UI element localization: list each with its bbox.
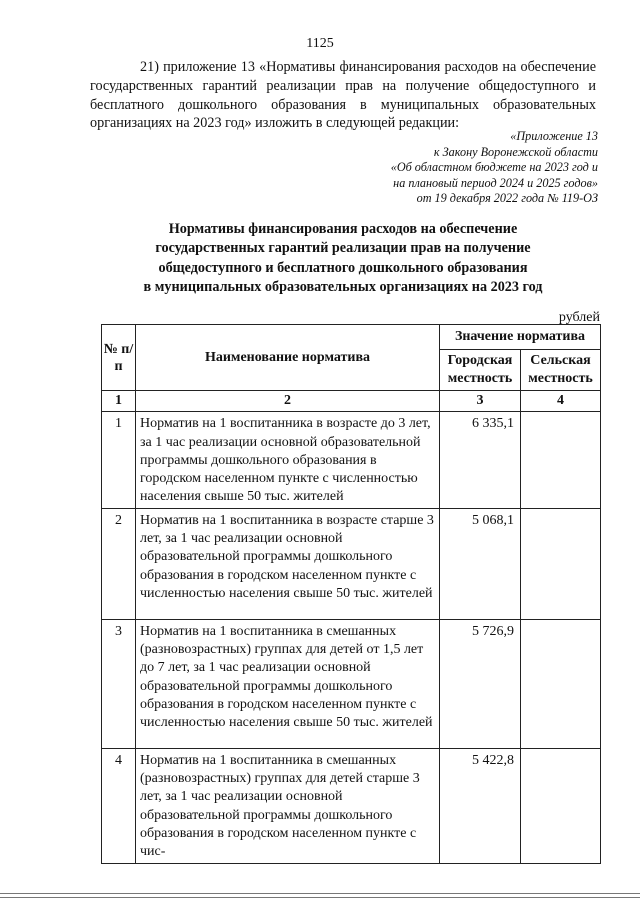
footer-rule bbox=[0, 897, 640, 898]
table-row bbox=[102, 619, 601, 748]
header-name: Наименование норматива bbox=[136, 325, 440, 391]
row-number: 3 bbox=[102, 619, 136, 748]
title-line: в муниципальных образовательных организациях на 2023 год bbox=[143, 279, 543, 296]
footer-rule bbox=[0, 893, 640, 894]
norm-name: Норматив на 1 воспитанника в смешанных (разновозрастных) группах для детей от 1,5 лет до 7 лет, за 1 час реализации основной образовательной программы дошкольного образования в городском населенном пункте с численностью населения свыше 50 тыс. жителей bbox=[136, 619, 440, 748]
table-row bbox=[102, 508, 601, 619]
rural-value bbox=[521, 748, 601, 863]
row-number: 4 bbox=[102, 748, 136, 863]
header-number: № п/п bbox=[102, 325, 136, 391]
row-number: 1 bbox=[102, 412, 136, 508]
column-index: 4 bbox=[521, 391, 601, 412]
appendix-ref-line: от 19 декабря 2022 года № 119-ОЗ bbox=[416, 191, 598, 206]
column-index-row bbox=[102, 391, 601, 412]
norm-name: Норматив на 1 воспитанника в возрасте старше 3 лет, за 1 час реализации основной образовательной программы дошкольного образования в городском населенном пункте с численностью населения свыше 50 тыс. жителей bbox=[136, 508, 440, 619]
rural-value bbox=[521, 412, 601, 508]
title-line: общедоступного и бесплатного дошкольного образования bbox=[158, 259, 528, 276]
title-line: государственных гарантий реализации прав на получение bbox=[155, 240, 531, 257]
urban-value: 6 335,1 bbox=[440, 412, 521, 508]
urban-value: 5 068,1 bbox=[440, 508, 521, 619]
document-title bbox=[90, 220, 596, 298]
norm-name: Норматив на 1 воспитанника в возрасте до 3 лет, за 1 час реализации основной образовательной программы дошкольного образования в городском населенном пункте с численностью населения свыше 50 тыс. жителей bbox=[136, 412, 440, 508]
appendix-ref-line: на плановый период 2024 и 2025 годов» bbox=[393, 175, 598, 190]
appendix-ref-line: «Приложение 13 bbox=[510, 129, 598, 143]
header-rural: Сельская местность bbox=[521, 350, 601, 391]
urban-value: 5 726,9 bbox=[440, 619, 521, 748]
rural-value bbox=[521, 508, 601, 619]
header-urban: Городская местность bbox=[440, 350, 521, 391]
header-value-group: Значение норматива bbox=[440, 325, 601, 350]
norm-name: Норматив на 1 воспитанника в смешанных (разновозрастных) группах для детей старше 3 лет, за 1 час реализации основной образовательной программы дошкольного образования в городском населенном пункте с чис- bbox=[136, 748, 440, 863]
units-label: рублей bbox=[558, 310, 600, 325]
column-index: 1 bbox=[102, 391, 136, 412]
appendix-ref-line: к Закону Воронежской области bbox=[433, 144, 598, 159]
title-line: Нормативы финансирования расходов на обеспечение bbox=[168, 221, 518, 237]
intro-paragraph: 21) приложение 13 «Нормативы финансирования расходов на обеспечение государственных гарантий реализации прав на получение общедоступного и бесплатного дошкольного образования в муниципальных образовательных организациях на 2023 год» изложить в следующей редакции: bbox=[90, 59, 596, 132]
column-index: 3 bbox=[440, 391, 521, 412]
norms-table bbox=[101, 324, 601, 864]
appendix-ref-line: «Об областном бюджете на 2023 год и bbox=[390, 160, 598, 175]
page-number: 1125 bbox=[306, 36, 334, 51]
column-index: 2 bbox=[136, 391, 440, 412]
row-number: 2 bbox=[102, 508, 136, 619]
appendix-reference bbox=[391, 129, 598, 207]
urban-value: 5 422,8 bbox=[440, 748, 521, 863]
table-row bbox=[102, 748, 601, 863]
rural-value bbox=[521, 619, 601, 748]
table-row bbox=[102, 412, 601, 508]
